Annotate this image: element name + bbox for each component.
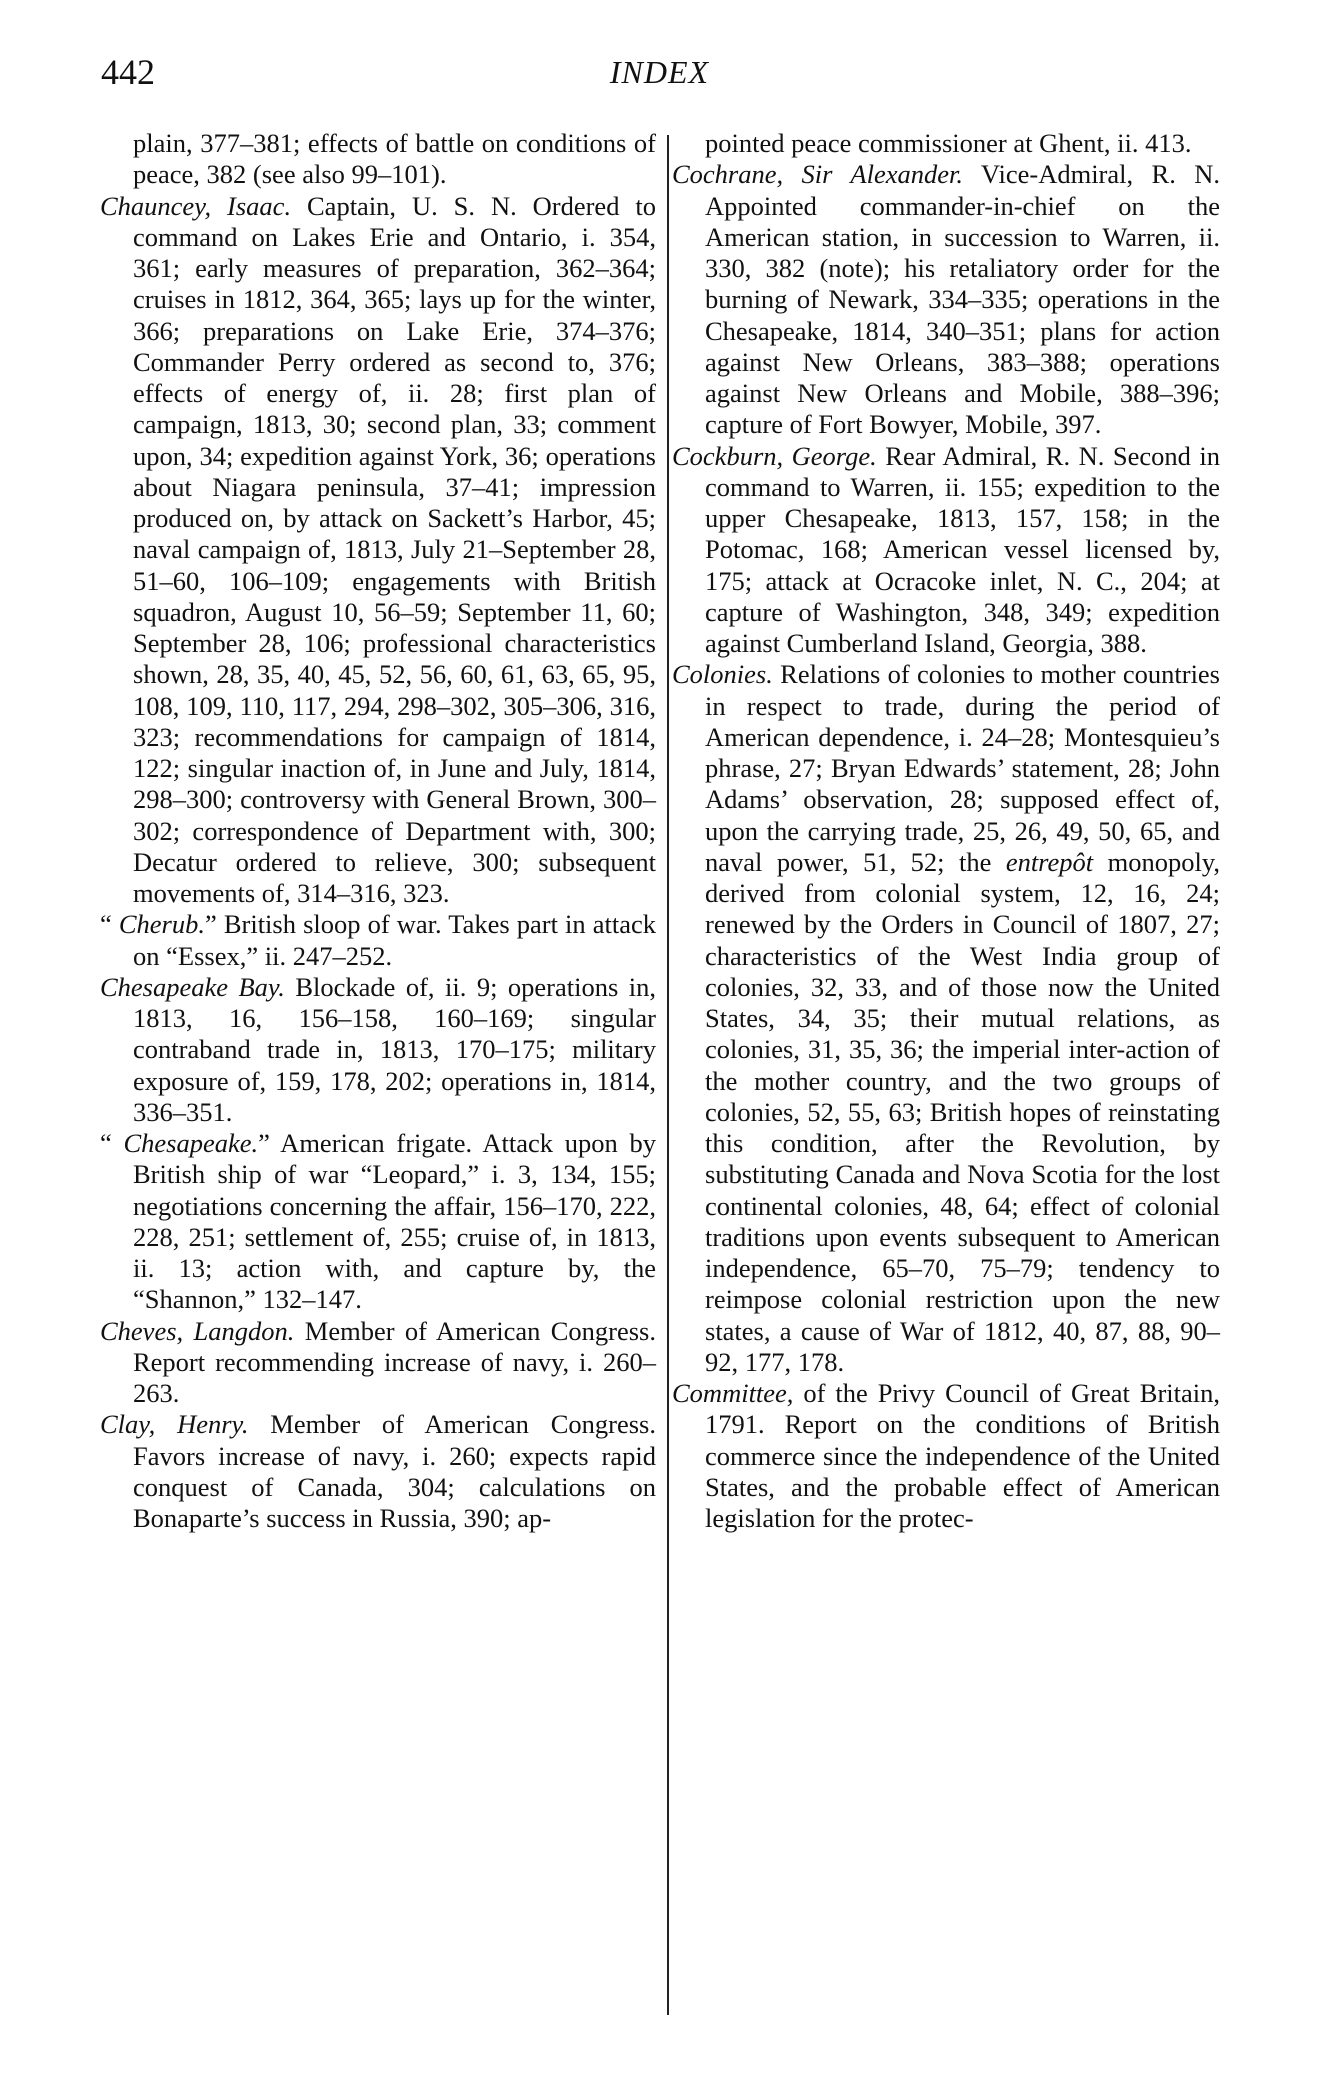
entry-text: Member of American Congress. Report recommending increase of navy, i. 260–263. [133, 1315, 657, 1408]
entry-text: monopoly, derived from colonial system, 12, 16, 24; renewed by the Orders in Council of 1807, 27; characteristics of the West India group of colonies, 32, 33, and of those now the United States, 34, 35; their mutual relations, as colonies, 31, 35, 36; the imperial inter-action of the mother country, and the two groups of colonies, 52, 55, 63; British hopes of reinstating this condition, after the Revolution, by substituting Canada and Nova Scotia for the lost continental colonies, 48, 64; effect of colonial traditions upon events subsequent to American independence, 65–70, 75–79; tendency to reimpose colonial restriction upon the new states, a cause of War of 1812, 40, 87, 88, 90–92, 177, 178. [705, 846, 1220, 1377]
running-head: INDEX [609, 54, 710, 90]
column-divider [667, 135, 669, 2015]
entry-headword: Chauncey, Isaac. [100, 190, 292, 221]
entry-headword: Chesapeake Bay. [100, 971, 285, 1002]
index-entry [100, 191, 656, 910]
index-column-left [100, 128, 656, 1534]
index-entry: “ Cherub.” British sloop of war. Takes part in attack on “Essex,” ii. 247–252. [100, 909, 656, 971]
entry-headword: Clay, Henry. [100, 1409, 249, 1440]
index-entry [100, 1409, 656, 1534]
entry-headword: Cochrane, Sir Alexander. [672, 159, 963, 190]
entry-headword: Cockburn, George. [672, 440, 877, 471]
continuation-text: plain, 377–381; effects of battle on conditions of peace, 382 (see also 99–101). [133, 128, 656, 190]
index-entry [100, 972, 656, 1128]
entry-headword: Cherub. [118, 909, 205, 940]
entry-text: Blockade of, ii. 9; operations in, 1813, 16, 156–158, 160–169; singular contraband trade in, 1813, 170–175; military exposure of, 159, 178, 202; operations in, 1814, 336–351. [133, 971, 656, 1127]
entry-text: British sloop of war. Takes part in attack on “Essex,” ii. 247–252. [133, 909, 656, 971]
entry-text: Captain, U. S. N. Ordered to command on Lakes Erie and Ontario, i. 354, 361; early measures of preparation, 362–364; cruises in 1812, 364, 365; lays up for the winter, 366; preparations on Lake Erie, 374–376; Commander Perry ordered as second to, 376; effects of energy of, ii. 28; first plan of campaign, 1813, 30; second plan, 33; comment upon, 34; expedition against York, 36; operations about Niagara peninsula, 37–41; impression produced on, by attack on Sackett’s Harbor, 45; naval campaign of, 1813, July 21–September 28, 51–60, 106–109; engagements with British squadron, August 10, 56–59; September 11, 60; September 28, 106; professional characteristics shown, 28, 35, 40, 45, 52, 56, 60, 61, 63, 65, 95, 108, 109, 110, 117, 294, 298–302, 305–306, 316, 323; recommendations for campaign of 1814, 122; singular inaction of, in June and July, 1814, 298–300; controversy with General Brown, 300–302; correspondence of Department with, 300; Decatur ordered to relieve, 300; subsequent movements of, 314–316, 323. [133, 190, 656, 908]
entry-text: American frigate. Attack upon by British ship of war “Leopard,” i. 3, 134, 155; negotiations concerning the affair, 156–170, 222, 228, 251; settlement of, 255; cruise of, in 1813, ii. 13; action with, and capture by, the “Shannon,” 132–147. [133, 1128, 656, 1315]
entry-headword: Cheves, Langdon. [100, 1315, 295, 1346]
entry-text: Vice-Admiral, R. N. Appointed commander-in-chief on the American station, in succession to Warren, ii. 330, 382 (note); his retaliatory order for the burning of Newark, 334–335; operations in the Chesapeake, 1814, 340–351; plans for action against New Orleans, 383–388; operations against New Orleans and Mobile, 388–396; capture of Fort Bowyer, Mobile, 397. [705, 159, 1221, 440]
page-number: 442 [101, 52, 155, 92]
entry-text: of the Privy Council of Great Britain, 1791. Report on the conditions of British commerce since the independence of the United States, and the probable effect of American legislation for the protec- [705, 1378, 1220, 1533]
index-column-right [672, 128, 1220, 1534]
entry-text: Rear Admiral, R. N. Second in command to Warren, ii. 155; expedition to the upper Chesapeake, 1813, 157, 158; in the Potomac, 168; American vessel licensed by, 175; attack at Ocracoke inlet, N. C., 204; at capture of Washington, 348, 349; expedition against Cumberland Island, Georgia, 388. [705, 440, 1220, 658]
entry-italic-term: entrepôt [1005, 846, 1094, 877]
entry-headword: Committee, [672, 1378, 794, 1408]
index-entry [100, 1316, 656, 1410]
index-entry [672, 659, 1220, 1378]
index-entry: “ Chesapeake.” American frigate. Attack upon by British ship of war “Leopard,” i. 3, 134, 155; negotiations concerning the affair, 156–170, 222, 228, 251; settlement of, 255; cruise of, in 1813, ii. 13; action with, and capture by, the “Shannon,” 132–147. [100, 1128, 656, 1315]
entry-text: Member of American Congress. Favors increase of navy, i. 260; expects rapid conquest of Canada, 304; calculations on Bonaparte’s success in Russia, 390; ap- [133, 1409, 656, 1533]
index-entry [672, 159, 1220, 440]
index-entry [672, 441, 1220, 660]
continuation-text: pointed peace commissioner at Ghent, ii. 413. [705, 128, 1192, 158]
entry-headword: Chesapeake. [123, 1128, 259, 1158]
index-entry [672, 1378, 1220, 1534]
entry-headword: Colonies. [672, 659, 773, 690]
entry-text: Relations of colonies to mother countries in respect to trade, during the period of American dependence, i. 24–28; Montesquieu’s phrase, 27; Bryan Edwards’ statement, 28; John Adams’ observation, 28; supposed effect of, upon the carrying trade, 25, 26, 49, 50, 65, and naval power, 51, 52; the [705, 659, 1220, 877]
